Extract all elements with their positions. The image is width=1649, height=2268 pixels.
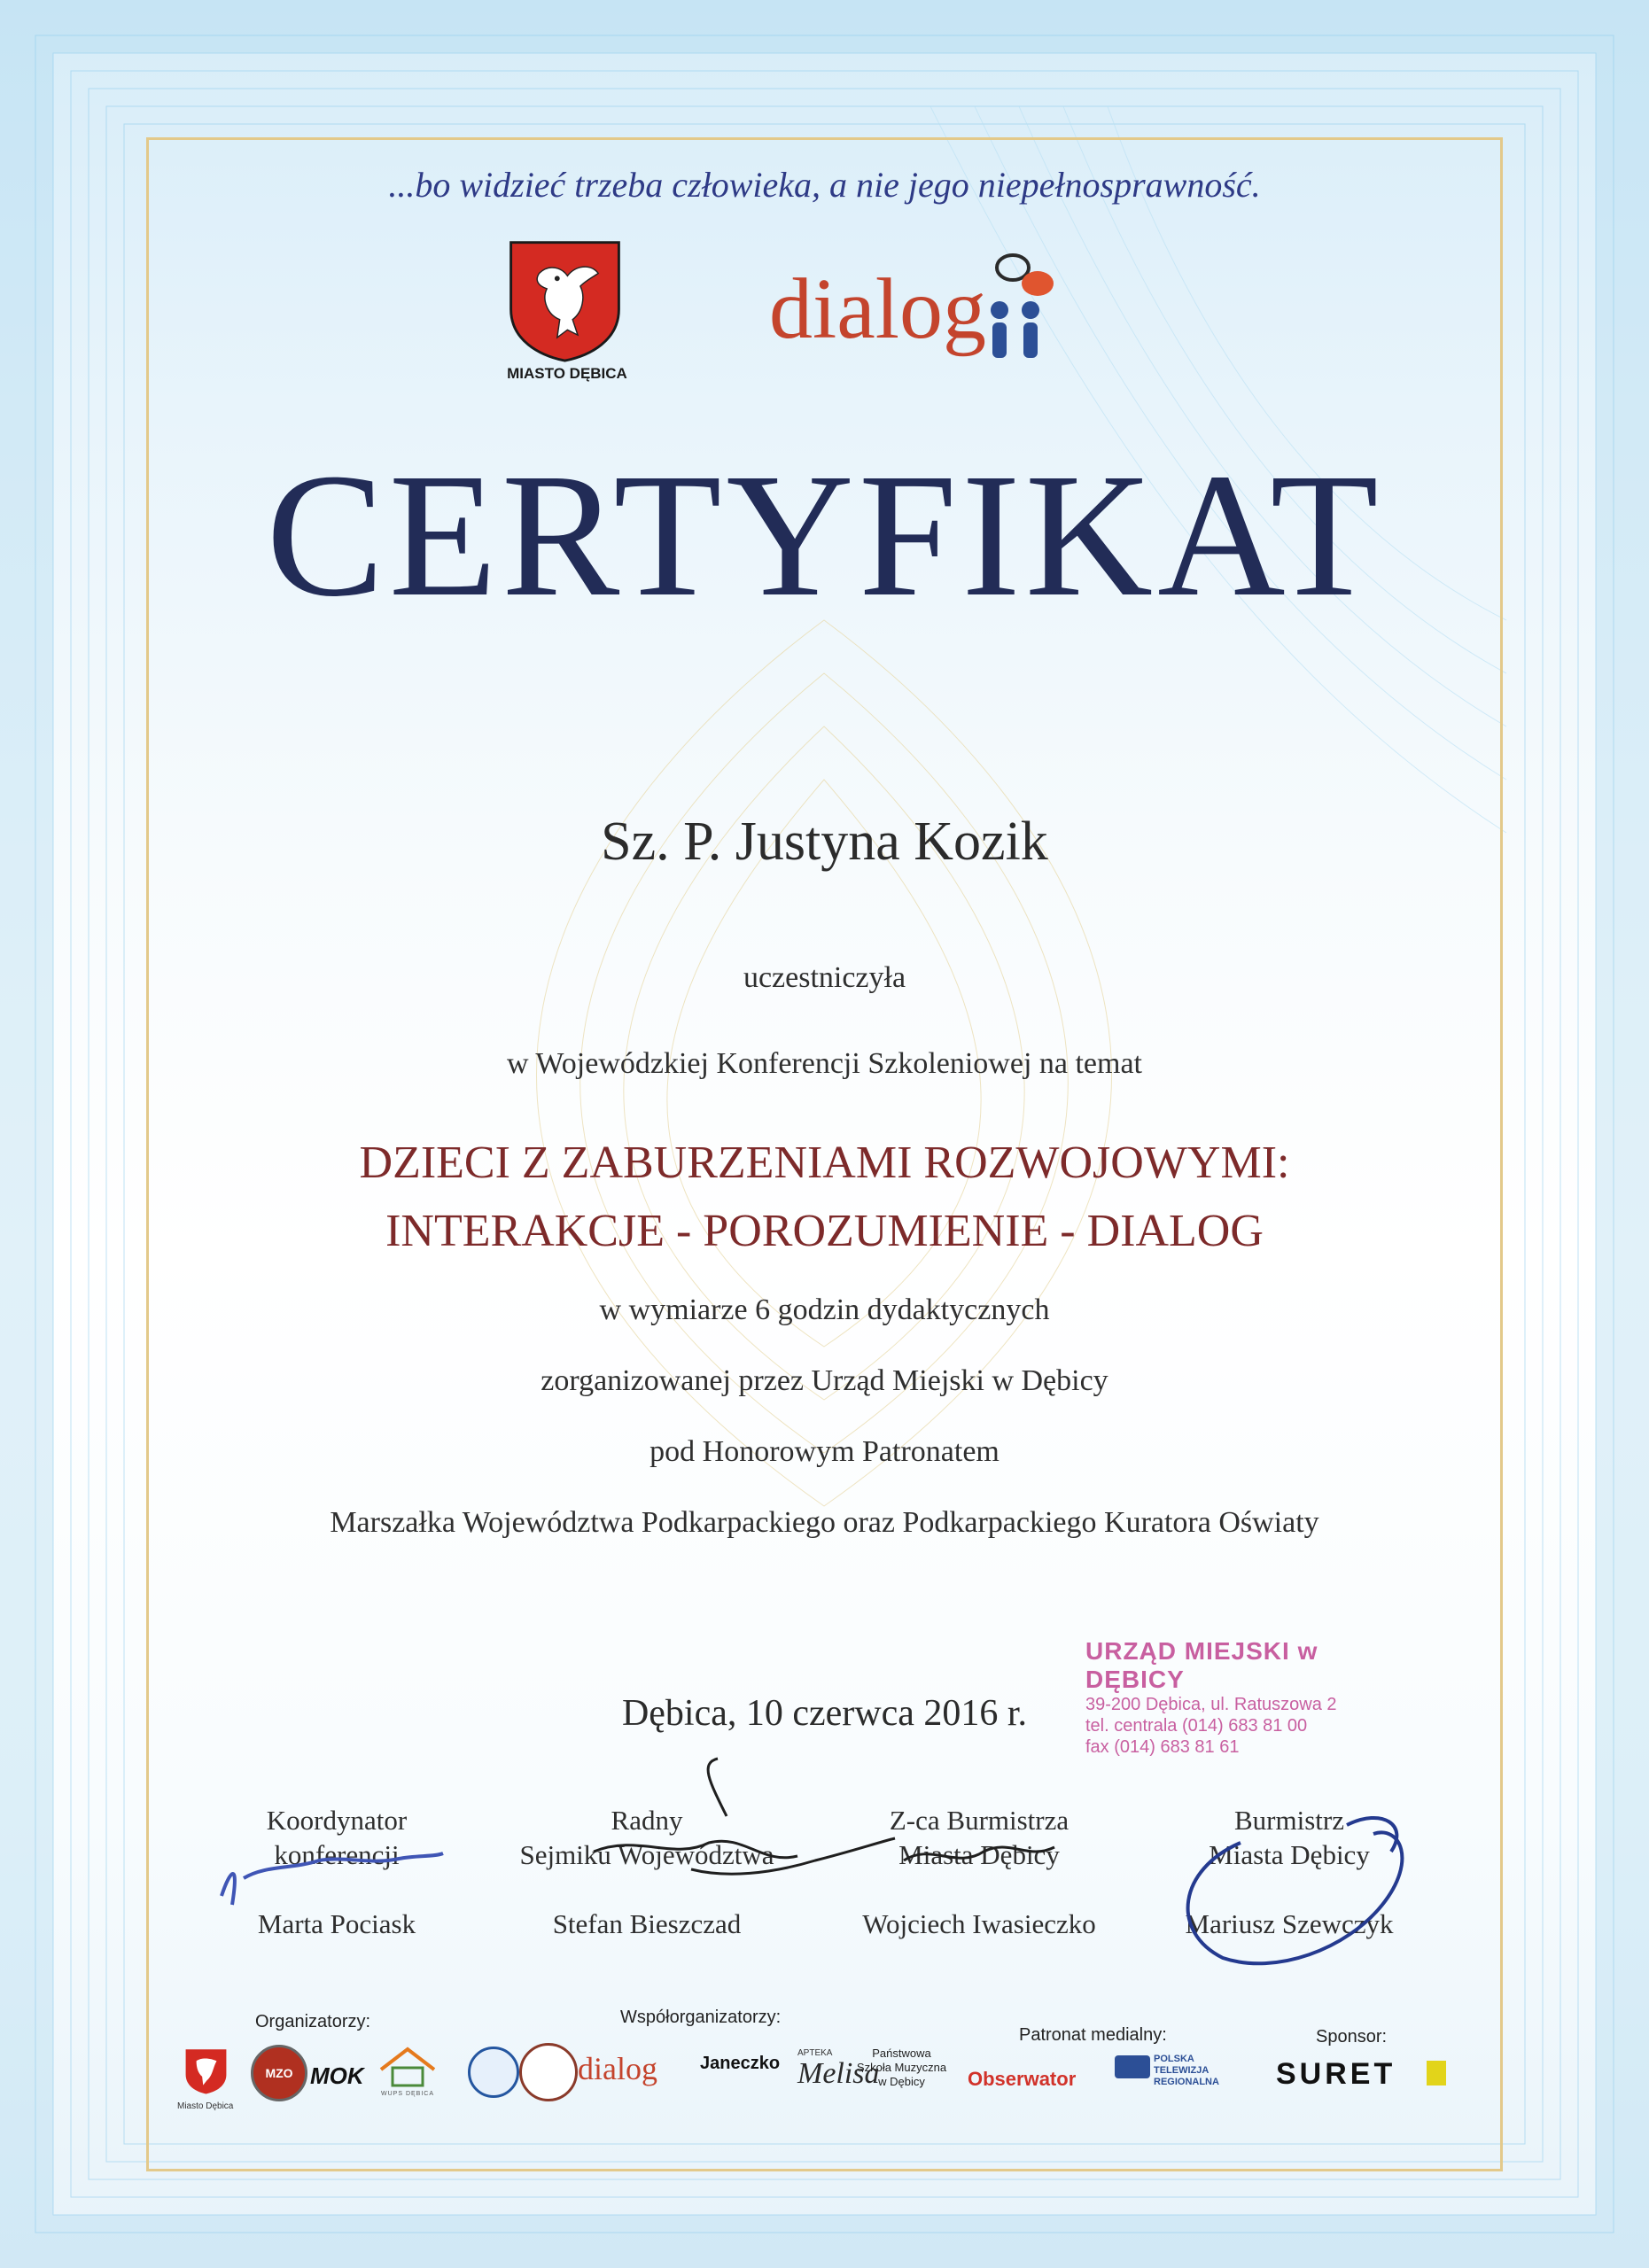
participated-text: uczestniczyła	[743, 961, 906, 994]
signatory-role: Burmistrz	[1234, 1805, 1344, 1836]
logo-tvp: POLSKA TELEWIZJA REGIONALNA	[1154, 2054, 1219, 2087]
signatory-mayor	[1139, 1803, 1440, 1941]
signatory-role: Miasta Dębicy	[898, 1839, 1060, 1870]
seal-icon	[519, 2043, 578, 2101]
signatory-role: Radny	[611, 1805, 683, 1836]
logo-apteka-melisa: Melisa	[797, 2057, 880, 2090]
media-patronage-label: Patronat medialny:	[1019, 2025, 1167, 2045]
organizer-text: zorganizowanej przez Urząd Miejski w Dębicy	[541, 1364, 1108, 1397]
logo-apteka-label: APTEKA	[797, 2048, 833, 2058]
topic-line-2: INTERAKCJE - POROZUMIENIE - DIALOG	[385, 1206, 1264, 1256]
signatory-deputy-mayor	[828, 1803, 1130, 1941]
signatory-name: Mariusz Szewczyk	[1185, 1908, 1394, 1939]
signatory-councillor	[496, 1803, 797, 1941]
signatory-role: konferencji	[274, 1839, 400, 1870]
logo-wups: WUPS DĘBICA	[381, 2091, 435, 2097]
suret-mark-icon	[1427, 2061, 1446, 2085]
logo-mzo: MZO	[251, 2045, 307, 2101]
signatory-coordinator	[186, 1803, 487, 1941]
logo-dialog-small: dialog	[578, 2051, 657, 2086]
office-stamp	[1085, 1637, 1396, 1758]
recipient-name: Sz. P. Justyna Kozik	[601, 812, 1048, 872]
coorganizers-label: Współorganizatorzy:	[620, 2008, 782, 2027]
logo-janeczko: Janeczko	[700, 2054, 781, 2073]
signatory-role: Koordynator	[266, 1805, 408, 1836]
certificate-title: CERTYFIKAT	[266, 438, 1383, 633]
crest-small-icon	[182, 2047, 230, 2100]
signatory-name: Stefan Bieszczad	[552, 1908, 742, 1939]
stamp-line-4: fax (014) 683 81 61	[1085, 1737, 1240, 1757]
place-date: Dębica, 10 czerwca 2016 r.	[621, 1693, 1028, 1734]
stamp-line-2: 39-200 Dębica, ul. Ratuszowa 2	[1085, 1695, 1337, 1714]
logo-suret: SURET	[1276, 2057, 1396, 2091]
dialog-logo	[769, 239, 1070, 372]
signatory-role: Miasta Dębicy	[1209, 1839, 1370, 1870]
crest-small-caption: Miasto Dębica	[177, 2101, 234, 2111]
patrons-text: Marszałka Województwa Podkarpackiego oraz Podkarpackiego Kuratora Oświaty	[330, 1506, 1319, 1539]
hours-text: w wymiarze 6 godzin dydaktycznych	[599, 1293, 1050, 1326]
house-icon	[377, 2045, 439, 2089]
logo-music-school: Państwowa Szkoła Muzyczna w Dębicy	[856, 2047, 947, 2088]
sponsor-label: Sponsor:	[1316, 2027, 1388, 2047]
patronage-text: pod Honorowym Patronatem	[649, 1435, 1000, 1468]
signatory-role: Sejmiku Województwa	[519, 1839, 774, 1870]
logo-mok: MOK	[310, 2062, 364, 2089]
city-crest-icon	[501, 235, 629, 363]
dialog-people-icon	[968, 248, 1066, 363]
motto: ...bo widzieć trzeba człowieka, a nie jego niepełnosprawność.	[388, 165, 1261, 205]
signatory-role: Z-ca Burmistrza	[889, 1805, 1070, 1836]
logo-obserwator: Obserwator	[968, 2068, 1077, 2090]
signatory-name: Marta Pociask	[257, 1908, 416, 1939]
school-seal-icon	[468, 2047, 519, 2098]
crest-label: MIASTO DĘBICA	[507, 365, 627, 382]
organizers-label: Organizatorzy:	[255, 2012, 371, 2031]
topic-line-1: DZIECI Z ZABURZENIAMI ROZWOJOWYMI:	[359, 1138, 1290, 1188]
tvp-icon	[1115, 2055, 1150, 2078]
dialog-logo-text: dialog	[769, 261, 986, 357]
signatory-name: Wojciech Iwasieczko	[862, 1908, 1096, 1939]
stamp-line-3: tel. centrala (014) 683 81 00	[1085, 1716, 1308, 1736]
stamp-line-1: URZĄD MIEJSKI w DĘBICY	[1085, 1637, 1318, 1693]
conference-intro: w Wojewódzkiej Konferencji Szkoleniowej na temat	[506, 1047, 1143, 1080]
